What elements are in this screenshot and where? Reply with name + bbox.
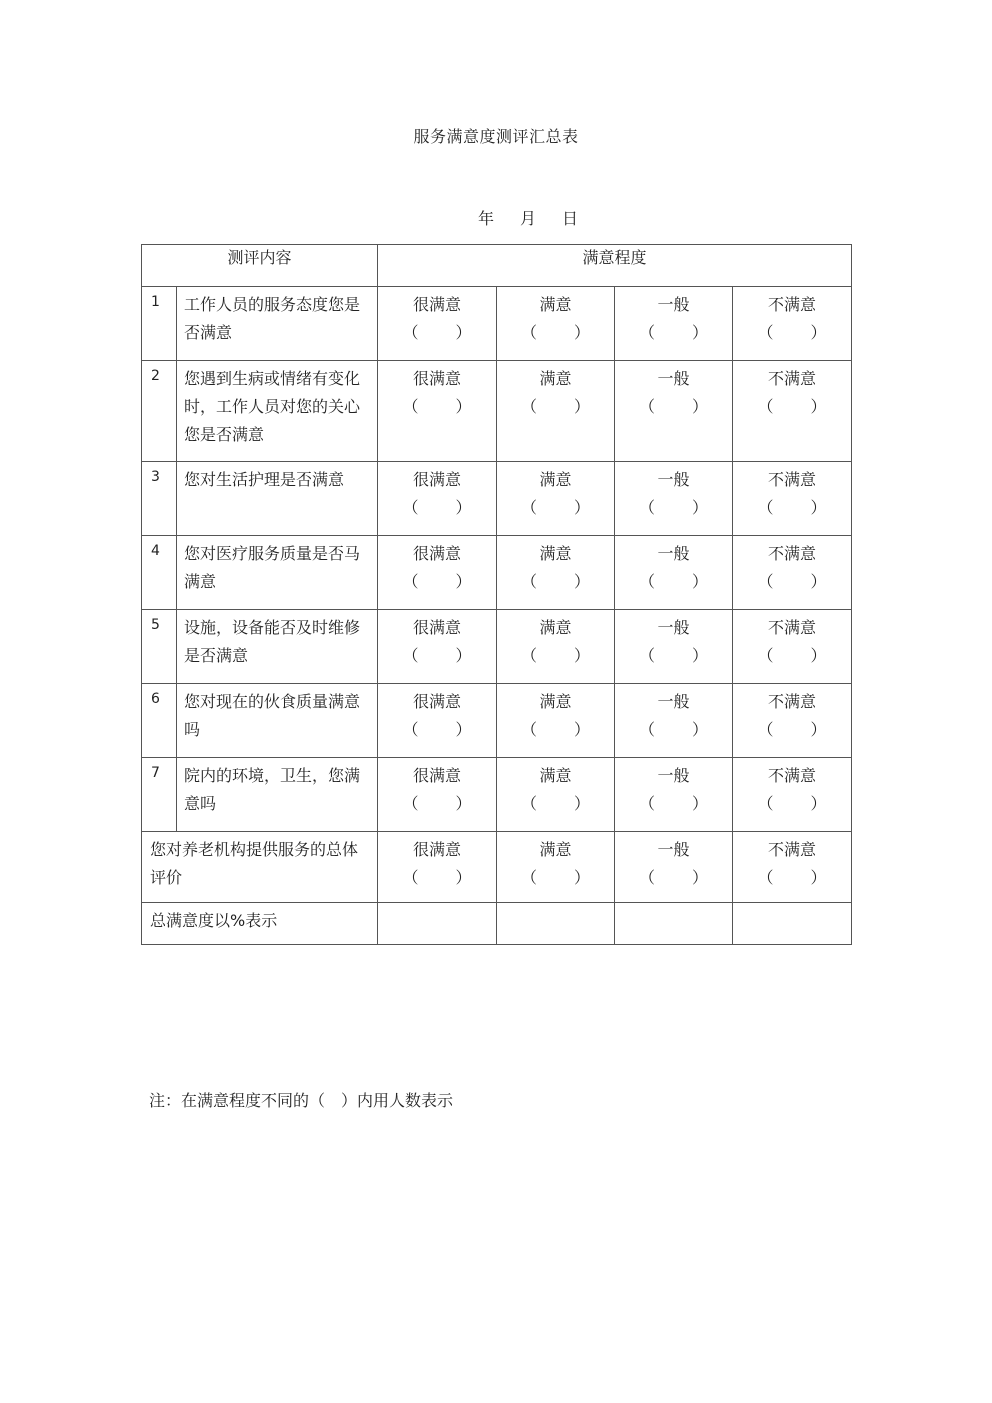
total-cell[interactable] bbox=[615, 903, 733, 945]
count-paren: （ ） bbox=[520, 720, 607, 739]
count-paren: （ ） bbox=[402, 794, 488, 813]
row-number: 7 bbox=[142, 758, 177, 832]
count-paren: （ ） bbox=[402, 498, 488, 517]
count-paren: （ ） bbox=[520, 646, 607, 665]
option-cell[interactable] bbox=[733, 536, 852, 610]
question-text: 工作人员的服务态度您是否满意 bbox=[177, 287, 378, 361]
option-cell[interactable] bbox=[378, 536, 497, 610]
option-label: 很满意 bbox=[413, 295, 462, 314]
page-title: 服务满意度测评汇总表 bbox=[413, 127, 579, 146]
overall-label: 您对养老机构提供服务的总体评价 bbox=[142, 832, 378, 903]
count-paren: （ ） bbox=[638, 720, 725, 739]
option-label: 很满意 bbox=[413, 840, 462, 859]
count-paren: （ ） bbox=[757, 397, 843, 416]
count-paren: （ ） bbox=[520, 498, 607, 517]
count-paren: （ ） bbox=[402, 868, 488, 887]
count-paren: （ ） bbox=[638, 572, 725, 591]
table-row bbox=[142, 684, 852, 758]
count-paren: （ ） bbox=[638, 646, 725, 665]
option-cell[interactable] bbox=[497, 758, 615, 832]
option-cell[interactable] bbox=[497, 287, 615, 361]
option-label: 一般 bbox=[657, 544, 690, 563]
count-paren: （ ） bbox=[757, 498, 843, 517]
table-row bbox=[142, 610, 852, 684]
total-cell[interactable] bbox=[378, 903, 497, 945]
row-number: 4 bbox=[142, 536, 177, 610]
count-paren: （ ） bbox=[638, 323, 725, 342]
option-label: 一般 bbox=[657, 840, 690, 859]
option-cell[interactable] bbox=[733, 287, 852, 361]
option-cell[interactable] bbox=[733, 610, 852, 684]
option-cell[interactable] bbox=[378, 361, 497, 462]
option-label: 很满意 bbox=[413, 766, 462, 785]
count-paren: （ ） bbox=[520, 397, 607, 416]
date-month: 月 bbox=[520, 209, 537, 228]
row-number: 2 bbox=[142, 361, 177, 462]
question-text: 您对现在的伙食质量满意吗 bbox=[177, 684, 378, 758]
option-label: 不满意 bbox=[768, 369, 817, 388]
count-paren: （ ） bbox=[402, 646, 488, 665]
option-cell[interactable] bbox=[615, 361, 733, 462]
option-label: 满意 bbox=[539, 766, 572, 785]
option-cell[interactable] bbox=[378, 684, 497, 758]
option-cell[interactable] bbox=[733, 684, 852, 758]
option-cell[interactable] bbox=[615, 832, 733, 903]
option-cell[interactable] bbox=[733, 462, 852, 536]
option-cell[interactable] bbox=[497, 610, 615, 684]
row-number: 3 bbox=[142, 462, 177, 536]
table-row bbox=[142, 287, 852, 361]
option-label: 一般 bbox=[657, 692, 690, 711]
table-row bbox=[142, 462, 852, 536]
option-label: 不满意 bbox=[768, 295, 817, 314]
option-label: 满意 bbox=[539, 618, 572, 637]
option-cell[interactable] bbox=[378, 758, 497, 832]
count-paren: （ ） bbox=[757, 572, 843, 591]
footnote: 注：在满意程度不同的（ ）内用人数表示 bbox=[149, 1091, 454, 1110]
option-cell[interactable] bbox=[615, 684, 733, 758]
count-paren: （ ） bbox=[402, 323, 488, 342]
row-number: 5 bbox=[142, 610, 177, 684]
overall-row bbox=[142, 832, 852, 903]
count-paren: （ ） bbox=[402, 572, 488, 591]
option-label: 不满意 bbox=[768, 840, 817, 859]
option-label: 不满意 bbox=[768, 766, 817, 785]
option-cell[interactable] bbox=[378, 287, 497, 361]
option-label: 满意 bbox=[539, 470, 572, 489]
count-paren: （ ） bbox=[520, 323, 607, 342]
option-cell[interactable] bbox=[615, 610, 733, 684]
option-cell[interactable] bbox=[378, 832, 497, 903]
option-label: 很满意 bbox=[413, 544, 462, 563]
survey-table bbox=[141, 244, 852, 945]
date-year: 年 bbox=[478, 209, 495, 228]
row-number: 6 bbox=[142, 684, 177, 758]
count-paren: （ ） bbox=[638, 794, 725, 813]
option-cell[interactable] bbox=[733, 832, 852, 903]
option-label: 一般 bbox=[657, 369, 690, 388]
option-label: 一般 bbox=[657, 766, 690, 785]
option-label: 很满意 bbox=[413, 369, 462, 388]
option-label: 不满意 bbox=[768, 618, 817, 637]
total-cell[interactable] bbox=[733, 903, 852, 945]
option-label: 满意 bbox=[539, 692, 572, 711]
option-label: 满意 bbox=[539, 840, 572, 859]
option-label: 满意 bbox=[539, 544, 572, 563]
count-paren: （ ） bbox=[757, 868, 843, 887]
option-cell[interactable] bbox=[378, 462, 497, 536]
question-text: 您对生活护理是否满意 bbox=[177, 462, 378, 536]
option-cell[interactable] bbox=[497, 536, 615, 610]
total-cell[interactable] bbox=[497, 903, 615, 945]
option-label: 一般 bbox=[657, 470, 690, 489]
count-paren: （ ） bbox=[402, 720, 488, 739]
option-cell[interactable] bbox=[615, 536, 733, 610]
option-label: 一般 bbox=[657, 295, 690, 314]
option-cell[interactable] bbox=[378, 610, 497, 684]
total-label: 总满意度以%表示 bbox=[142, 903, 378, 945]
option-cell[interactable] bbox=[497, 832, 615, 903]
count-paren: （ ） bbox=[638, 498, 725, 517]
option-label: 很满意 bbox=[413, 618, 462, 637]
count-paren: （ ） bbox=[520, 572, 607, 591]
header-satisfaction: 满意程度 bbox=[378, 245, 852, 287]
date-line bbox=[478, 206, 578, 229]
date-day: 日 bbox=[562, 209, 579, 228]
row-number: 1 bbox=[142, 287, 177, 361]
table-row bbox=[142, 361, 852, 462]
option-cell[interactable] bbox=[497, 462, 615, 536]
option-label: 满意 bbox=[539, 295, 572, 314]
option-cell[interactable] bbox=[615, 287, 733, 361]
option-label: 不满意 bbox=[768, 544, 817, 563]
total-row bbox=[142, 903, 852, 945]
question-text: 院内的环境，卫生，您满意吗 bbox=[177, 758, 378, 832]
question-text: 设施，设备能否及时维修是否满意 bbox=[177, 610, 378, 684]
count-paren: （ ） bbox=[638, 868, 725, 887]
count-paren: （ ） bbox=[757, 646, 843, 665]
count-paren: （ ） bbox=[638, 397, 725, 416]
option-cell[interactable] bbox=[497, 684, 615, 758]
option-cell[interactable] bbox=[733, 361, 852, 462]
option-label: 很满意 bbox=[413, 692, 462, 711]
option-label: 不满意 bbox=[768, 470, 817, 489]
count-paren: （ ） bbox=[757, 794, 843, 813]
table-row bbox=[142, 758, 852, 832]
option-label: 很满意 bbox=[413, 470, 462, 489]
option-label: 不满意 bbox=[768, 692, 817, 711]
option-label: 满意 bbox=[539, 369, 572, 388]
count-paren: （ ） bbox=[757, 720, 843, 739]
option-cell[interactable] bbox=[615, 758, 733, 832]
option-cell[interactable] bbox=[497, 361, 615, 462]
table-row bbox=[142, 536, 852, 610]
count-paren: （ ） bbox=[402, 397, 488, 416]
question-text: 您遇到生病或情绪有变化时，工作人员对您的关心您是否满意 bbox=[177, 361, 378, 462]
count-paren: （ ） bbox=[520, 794, 607, 813]
option-cell[interactable] bbox=[733, 758, 852, 832]
count-paren: （ ） bbox=[520, 868, 607, 887]
question-text: 您对医疗服务质量是否马满意 bbox=[177, 536, 378, 610]
option-label: 一般 bbox=[657, 618, 690, 637]
option-cell[interactable] bbox=[615, 462, 733, 536]
header-content: 测评内容 bbox=[142, 245, 378, 287]
table-header-row bbox=[142, 245, 852, 287]
count-paren: （ ） bbox=[757, 323, 843, 342]
